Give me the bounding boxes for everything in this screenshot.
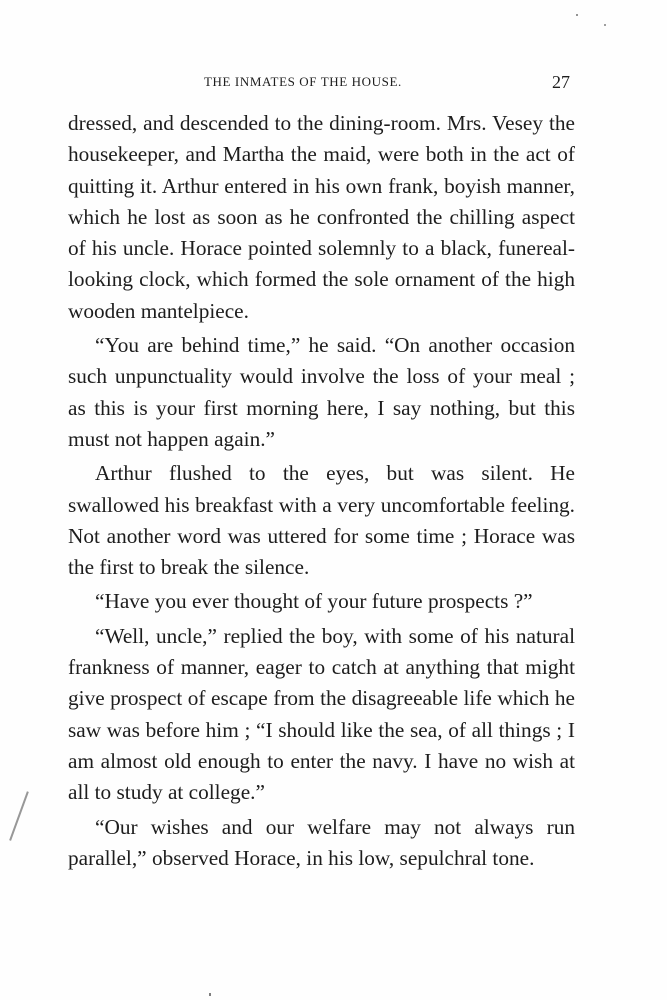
paragraph: “Well, uncle,” replied the boy, with some of his natural frankness of manner, eager to catch at anything that might give prospect of escape from the disagreeable life which he saw was before him ; “I should like the sea, of all things ; I am almost old enough to enter the navy. I have no wish at all to study at college.” — [68, 623, 575, 805]
paragraph: “Our wishes and our welfare may not always run parallel,” observed Horace, in his low, sepulchral tone. — [68, 814, 575, 870]
paragraph: “You are behind time,” he said. “On another occasion such unpunctuality would involve the loss of your meal ; as this is your first morning here, I say nothing, but this must not happen again.” — [68, 333, 575, 451]
paper-speck — [576, 14, 578, 16]
margin-pencil-mark — [9, 791, 28, 840]
running-header — [0, 72, 667, 92]
paragraph: Arthur flushed to the eyes, but was silent. He swallowed his breakfast with a very uncomfortable feeling. Not another word was uttered for some time ; Horace was the first to break the silence. — [68, 461, 575, 580]
paragraph: “Have you ever thought of your future prospects ?” — [95, 589, 533, 614]
paragraph-continued: dressed, and descended to the dining-room. Mrs. Vesey the housekeeper, and Martha the maid, were both in the act of quitting it. Arthur entered in his own frank, boyish manner, which he lost as soon as he confronted the chilling aspect of his uncle. Horace pointed solemnly to a black, funereal-looking clock, which formed the sole ornament of the high wooden mantelpiece. — [68, 111, 575, 323]
paper-speck — [604, 24, 606, 26]
running-title: THE INMATES OF THE HOUSE. — [204, 74, 402, 89]
page-number: 27 — [552, 72, 570, 92]
body-text — [68, 108, 575, 874]
paper-speck — [209, 993, 211, 996]
